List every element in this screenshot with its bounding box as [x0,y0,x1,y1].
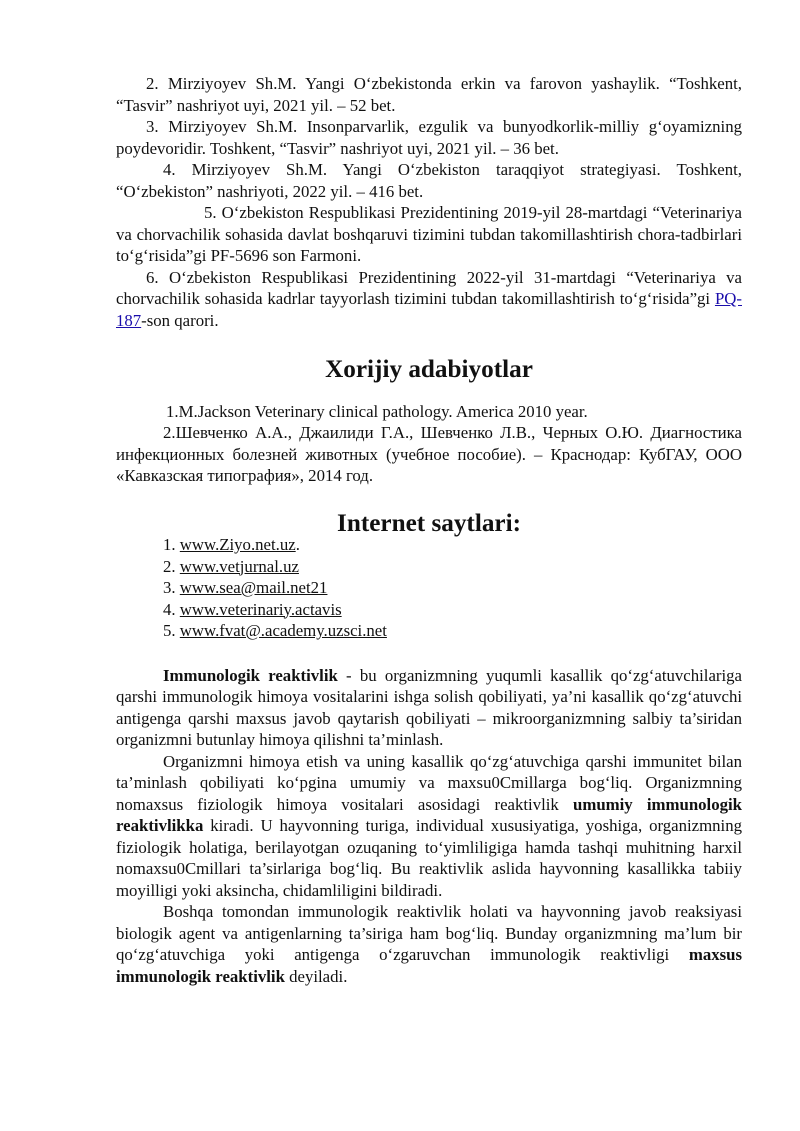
reference-item [116,159,742,202]
site-link[interactable]: www.sea@mail.net21 [179,578,328,597]
paragraph-text: deyiladi. [284,966,348,986]
body-paragraph [116,665,742,751]
site-number: 3. [163,578,176,597]
reference-number: 5. [204,203,217,222]
paragraph-text: kiradi. U hayvonning turiga, individual xususiyatiga, yoshiga, organizmning fiziologik holatiga, berilayotgan ozuqaning to‘yimliligiga hamda tashqi muhitning harxil nomaxsu0Cmillari ta’sirlariga bog‘liq. Bu reaktivlik aslida hayvonning kasallikka tabiiy moyilligi yoki aksincha, chidamliligini bildiradi. [116,816,742,900]
reference-number: 2. [146,74,159,93]
document-page [116,73,742,987]
reference-item [116,202,742,267]
body-paragraph [116,901,742,987]
reference-item [116,267,742,332]
site-suffix: . [295,535,300,554]
reference-item [116,116,742,159]
paragraph-text: - bu organizmning yuqumli kasallik qo‘zg‘atuvchilariga qarshi immunologik himoya vositalarini ishga solish qobiliyati, ya’ni kasallik qo‘zg‘atuvchi antigenga qarshi maxsus javob qaytarish qobiliyati – mikroorganizmning salbiy ta’siridan organizmni butunlay himoya qilishni ta’minlash. [116,665,742,749]
reference-number: 4. [163,160,176,179]
foreign-reference-item: 2.Шевченко А.А., Джаилиди Г.А., Шевченко Л.В., Черных О.Ю. Диагностика инфекционных болезней животных (учебное пособие). – Краснодар: КубГАУ, ООО «Кавказская типография», 2014 год. [116,423,742,485]
term-immunologik-reaktivlik: Immunologik reaktivlik [163,665,338,685]
site-item [163,620,742,642]
site-link[interactable]: www.veterinariy.actavis [179,599,342,619]
reference-text: O‘zbekiston Respublikasi Prezidentining 2019-yil 28-martdagi “Veterinariya va chorvachilik sohasida davlat boshqaruvi tizimini tubdan takomillashtirish chora-tadbirlari to‘g‘risida”gi PF-5696 son Farmoni. [116,203,742,265]
internet-sites-list [116,534,742,642]
reference-number: 3. [146,117,159,136]
term-umumiy-reaktivlik: umumiy immunologik reaktivlikka [116,794,742,835]
site-item [163,577,742,599]
reference-text: Mirziyoyev Sh.M. Yangi O‘zbekiston taraqqiyot strategiyasi. Toshkent, “O‘zbekiston” nashriyoti, 2022 yil. – 416 bet. [116,160,742,201]
site-number: 4. [163,599,176,619]
site-number: 2. [163,556,176,576]
reference-text: Mirziyoyev Sh.M. Insonparvarlik, ezgulik va bunyodkorlik-milliy g‘oyamizning poydevoridir. Toshkent, “Tasvir” nashriyot uyi, 2021 yil. – 36 bet. [116,117,742,158]
term-maxsus-reaktivlik: maxsus immunologik reaktivlik [116,945,742,986]
decree-link[interactable]: PQ-187 [116,289,742,330]
reference-text: O‘zbekiston Respublikasi Prezidentining 2022-yil 31-martdagi “Veterinariya va chorvachilik sohasida kadrlar tayyorlash tizimini tubdan takomillashtirish to‘g‘risida”gi [116,267,742,308]
internet-sites-heading: Internet saytlari: [337,509,521,537]
site-link[interactable]: www.Ziyo.net.uz [179,535,296,554]
reference-number: 6. [146,267,159,287]
site-item [163,599,742,621]
body-paragraph [116,751,742,902]
site-link[interactable]: www.fvat@.academy.uzsci.net [179,621,387,640]
foreign-reference-item: 1.M.Jackson Veterinary clinical pathology. America 2010 year. [166,401,588,421]
reference-text-end: -son qarori. [141,310,219,330]
paragraph-text: Boshqa tomondan immunologik reaktivlik holati va hayvonning javob reaksiyasi biologik agent va antigenlarning ta’siriga ham bog‘liq. Bunday organizmning ma’lum bir qo‘zg‘atuvchiga yoki antigenga o‘zgaruvchan immunologik reaktivligi [116,902,742,964]
site-number: 1. [163,535,176,554]
site-item [163,534,742,556]
site-item [163,556,742,578]
foreign-literature-heading: Xorijiy adabiyotlar [325,356,533,383]
site-number: 5. [163,621,176,640]
site-link[interactable]: www.vetjurnal.uz [179,556,299,576]
paragraph-text: Organizmni himoya etish va uning kasallik qo‘zg‘atuvchiga qarshi immunitet bilan ta’minlash qobiliyati ko‘pgina umumiy va maxsu0Cmillarga bog‘liq. Organizmning nomaxsus fiziologik himoya vositalari asosidagi reaktivlik [116,751,742,814]
reference-text: Mirziyoyev Sh.M. Yangi O‘zbekistonda erkin va farovon yashaylik. “Toshkent, “Tasvir” nashriyot uyi, 2021 yil. – 52 bet. [116,74,742,115]
reference-item [116,73,742,116]
